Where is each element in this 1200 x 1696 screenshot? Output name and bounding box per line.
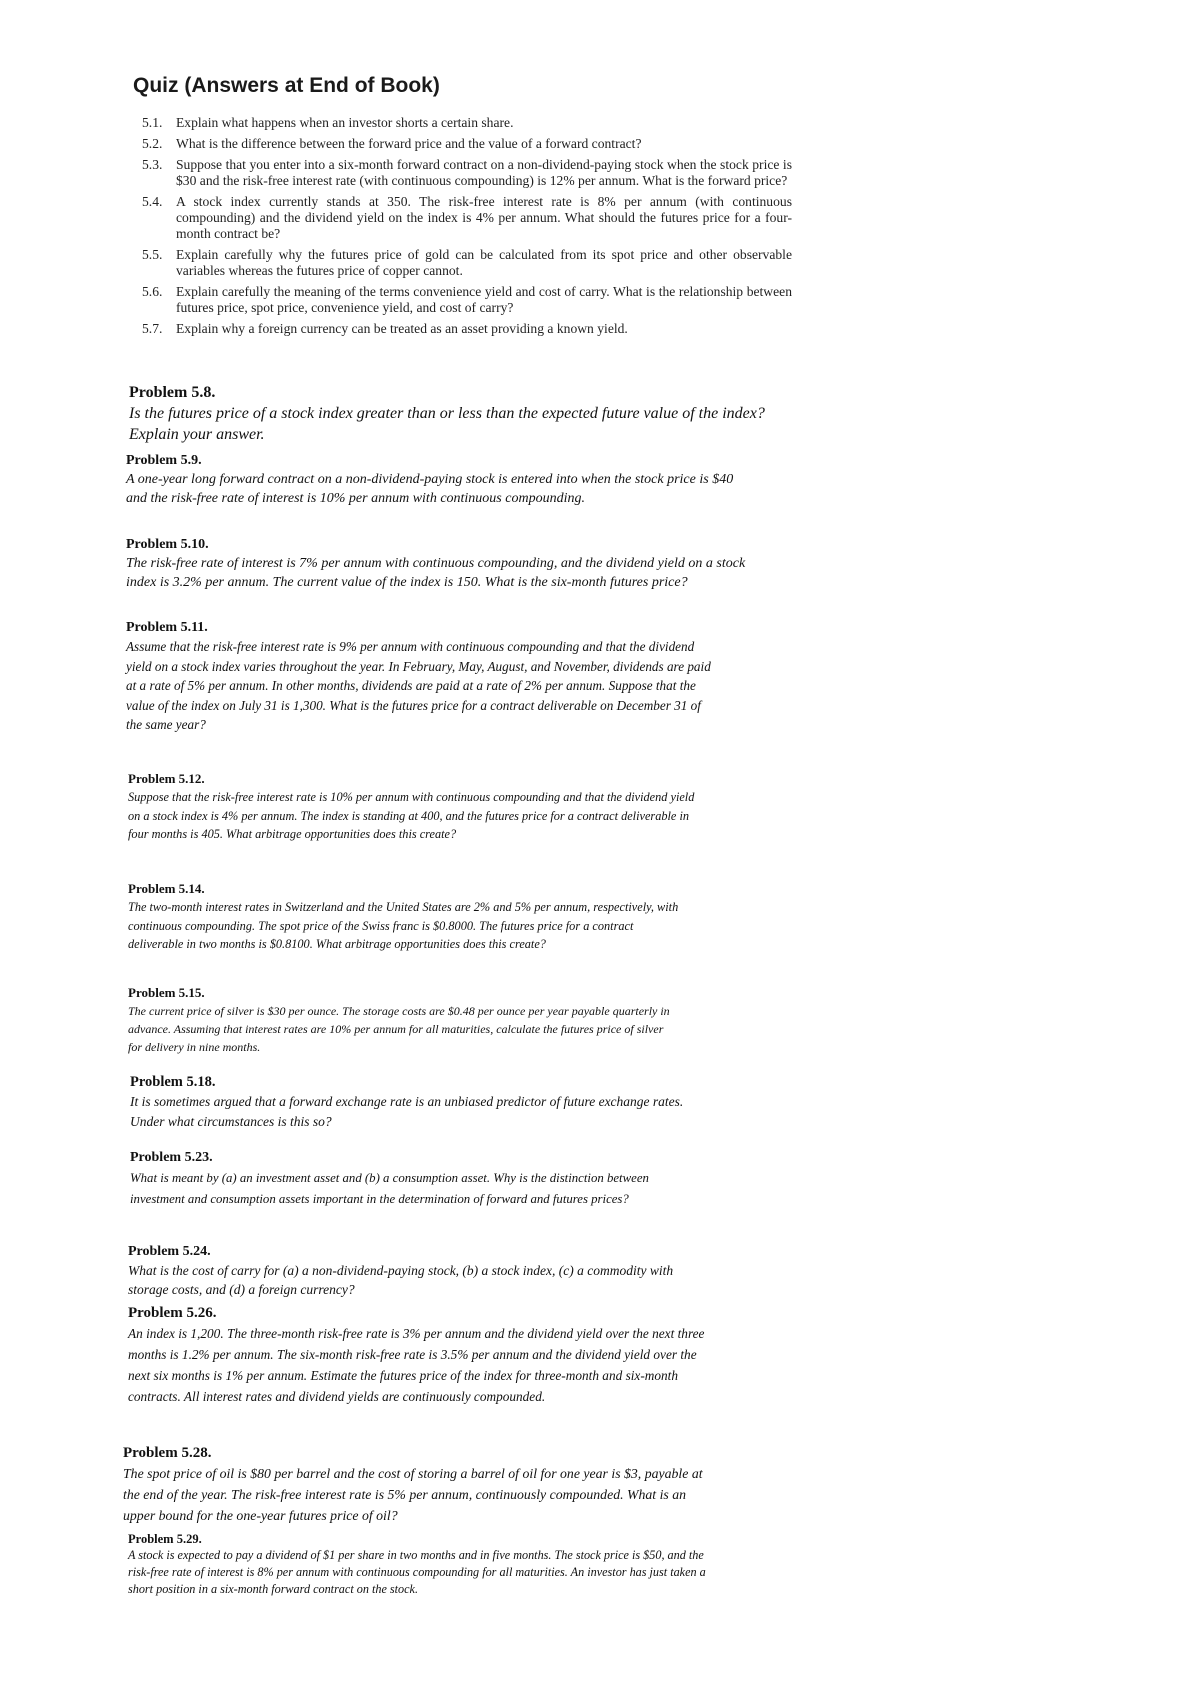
quiz-item (142, 157, 792, 189)
problem-text: Assume that the risk-free interest rate is 9% per annum with continuous compounding and that the dividend yield on a stock index varies throughout the year. In February, May, August, and November, dividends are paid at a rate of 5% per annum. In other months, dividends are paid at a rate of 2% per annum. Suppose that the value of the index on July 31 is 1,300. What is the futures price for a contract deliverable on December 31 of the same year? (126, 639, 711, 732)
problem-text: It is sometimes argued that a forward exchange rate is an unbiased predictor of future exchange rates. Under what circumstances is this so? (130, 1094, 684, 1129)
quiz-item (142, 115, 792, 131)
quiz-title: Quiz (Answers at End of Book) (133, 74, 440, 97)
problem-title: Problem 5.12. (128, 771, 205, 786)
problem-text: An index is 1,200. The three-month risk-free rate is 3% per annum and the dividend yield over the next three months is 1.2% per annum. The six-month risk-free rate is 3.5% per annum and the dividend yield over the next six months is 1% per annum. Estimate the futures price of the index for three-month and six-month contracts. All interest rates and dividend yields are continuously compounded. (128, 1326, 705, 1404)
problem-title: Problem 5.14. (128, 881, 205, 896)
problem-title: Problem 5.28. (123, 1445, 212, 1461)
problem-text: What is the cost of carry for (a) a non-dividend-paying stock, (b) a stock index, (c) a commodity with storage costs, and (d) a foreign currency? (128, 1263, 674, 1297)
problem-5-24 (128, 1242, 708, 1299)
problem-5-12 (128, 770, 698, 844)
problem-text: The current price of silver is $30 per ounce. The storage costs are $0.48 per ounce per year payable quarterly in advance. Assuming that interest rates are 10% per annum for all maturities, calculate the futures price of silver for delivery in nine months. (128, 1004, 670, 1054)
problem-title: Problem 5.15. (128, 985, 205, 1000)
problem-5-29 (128, 1531, 708, 1598)
problem-title: Problem 5.26. (128, 1305, 217, 1321)
problem-title: Problem 5.11. (126, 620, 208, 635)
problem-5-23 (130, 1147, 690, 1210)
problem-title: Problem 5.24. (128, 1244, 211, 1259)
problem-title: Problem 5.29. (128, 1532, 202, 1546)
quiz-item-number: 5.4. (142, 194, 163, 209)
quiz-item-text: Explain what happens when an investor shorts a certain share. (176, 115, 514, 130)
problem-text: Suppose that the risk-free interest rate is 10% per annum with continuous compounding and that the dividend yield on a stock index is 4% per annum. The index is standing at 400, and the futures price for a contract deliverable in four months is 405. What arbitrage opportunities does this create? (128, 790, 695, 841)
quiz-item-text: Explain why a foreign currency can be treated as an asset providing a known yield. (176, 321, 628, 336)
problem-title: Problem 5.8. (129, 384, 216, 401)
problem-title: Problem 5.10. (126, 537, 209, 552)
problem-title: Problem 5.18. (130, 1074, 216, 1090)
problem-text: The two-month interest rates in Switzerland and the United States are 2% and 5% per annum, respectively, with continuous compounding. The spot price of the Swiss franc is $0.8000. The futures price for a contract deliverable in two months is $0.8100. What arbitrage opportunities does this create? (128, 900, 679, 951)
quiz-item-number: 5.6. (142, 284, 163, 299)
problem-text: The spot price of oil is $80 per barrel and the cost of storing a barrel of oil for one year is $3, payable at the end of the year. The risk-free interest rate is 5% per annum, continuously compounded. What is an upper bound for the one-year futures price of oil? (123, 1466, 703, 1523)
quiz-item-number: 5.3. (142, 157, 163, 172)
problem-text: Is the futures price of a stock index greater than or less than the expected future value of the index? Explain your answer. (129, 405, 765, 443)
problem-text: A one-year long forward contract on a non-dividend-paying stock is entered into when the stock price is $40 and the risk-free rate of interest is 10% per annum with continuous compounding. (126, 472, 734, 506)
quiz-item-number: 5.1. (142, 115, 163, 130)
quiz-item-text: Explain carefully why the futures price of gold can be calculated from its spot price and other observable variables whereas the futures price of copper cannot. (176, 247, 792, 278)
quiz-item-text: Suppose that you enter into a six-month forward contract on a non-dividend-paying stock when the stock price is $30 and the risk-free interest rate (with continuous compounding) is 12% per annum. What is the forward price? (176, 157, 792, 188)
quiz-list (142, 115, 792, 342)
problem-text: A stock is expected to pay a dividend of $1 per share in two months and in five months. The stock price is $50, and the risk-free rate of interest is 8% per annum with continuous compounding for all maturities. An investor has just taken a short position in a six-month forward contract on the stock. (128, 1548, 706, 1596)
quiz-item-number: 5.2. (142, 136, 163, 151)
problem-text: The risk-free rate of interest is 7% per annum with continuous compounding, and the dividend yield on a stock index is 3.2% per annum. The current value of the index is 150. What is the six-month futures price? (126, 556, 746, 590)
problem-text: What is meant by (a) an investment asset and (b) a consumption asset. Why is the distinction between investment and consumption assets important in the determination of forward and futures prices? (130, 1171, 649, 1206)
quiz-item-text: What is the difference between the forward price and the value of a forward contract? (176, 136, 642, 151)
problem-5-8 (129, 383, 794, 445)
quiz-item-text: Explain carefully the meaning of the terms convenience yield and cost of carry. What is the relationship between futures price, spot price, convenience yield, and cost of carry? (176, 284, 792, 315)
problem-5-26 (128, 1303, 718, 1407)
problem-5-11 (126, 618, 716, 735)
problem-title: Problem 5.23. (130, 1150, 213, 1165)
problem-5-28 (123, 1443, 718, 1526)
problem-5-10 (126, 536, 746, 592)
quiz-item (142, 284, 792, 316)
problem-5-9 (126, 452, 746, 508)
quiz-item (142, 321, 792, 337)
problem-title: Problem 5.9. (126, 453, 202, 468)
quiz-item-number: 5.7. (142, 321, 163, 336)
problem-5-18 (130, 1072, 705, 1132)
quiz-item-text: A stock index currently stands at 350. The risk-free interest rate is 8% per annum (with continuous compounding) and the dividend yield on the index is 4% per annum. What should the futures price for a four-month contract be? (176, 194, 792, 241)
quiz-item (142, 136, 792, 152)
quiz-item-number: 5.5. (142, 247, 163, 262)
quiz-item (142, 247, 792, 279)
quiz-item (142, 194, 792, 242)
problem-5-14 (128, 880, 683, 954)
problem-5-15 (128, 984, 673, 1056)
